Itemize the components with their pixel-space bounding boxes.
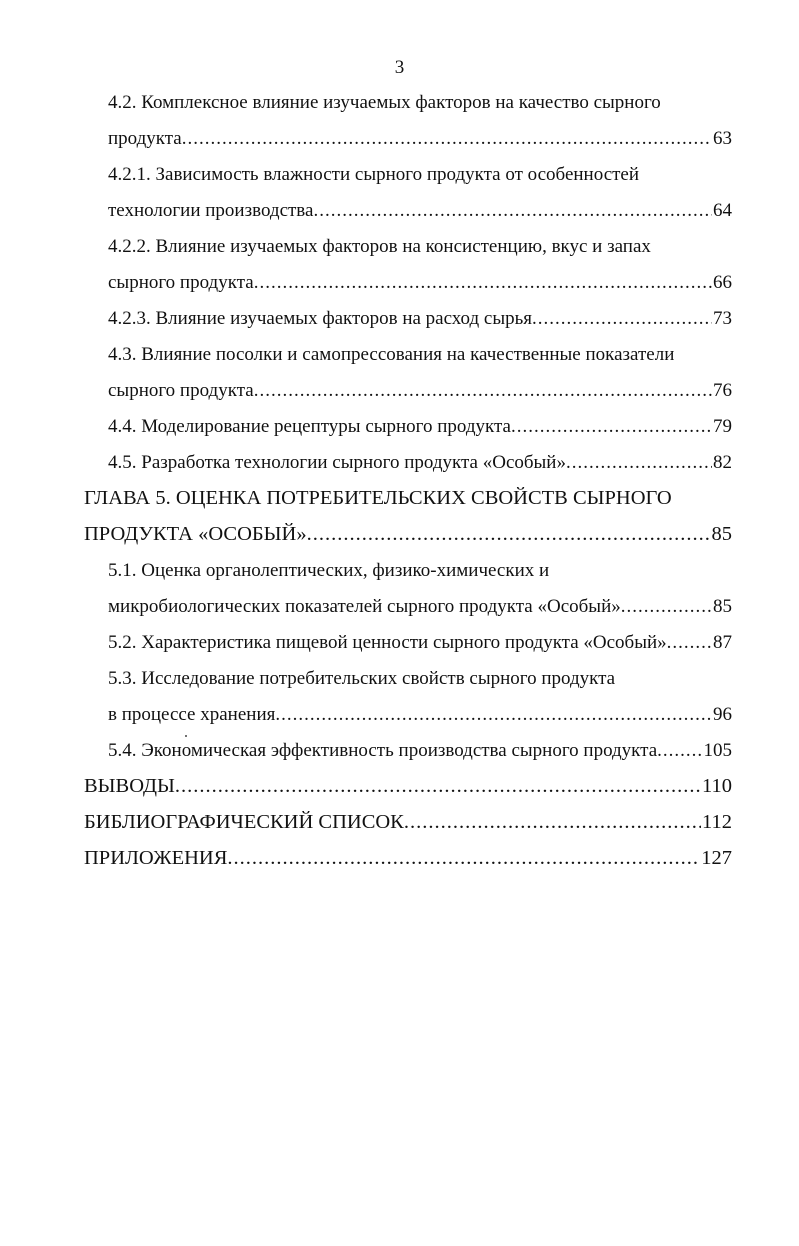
toc-leader-dots — [566, 448, 712, 478]
toc-leader-dots — [227, 843, 700, 873]
toc-entry-4-3[interactable] — [108, 376, 732, 406]
toc-entry-text: 4.4. Моделирование рецептуры сырного продукта — [108, 416, 511, 437]
toc-page-ref: 87 — [713, 632, 732, 653]
toc-leader-dots — [621, 592, 712, 622]
toc-page-ref: 110 — [702, 775, 732, 797]
toc-entry-text: сырного продукта — [108, 272, 254, 293]
toc-leader-dots — [667, 628, 712, 658]
toc-entry-5-1-line-1: 5.1. Оценка органолептических, физико-химических и — [108, 560, 550, 581]
toc-entry-4-2-3[interactable] — [108, 304, 732, 334]
toc-page-ref: 63 — [713, 128, 732, 149]
toc-page-ref: 127 — [701, 847, 732, 869]
toc-entry-text: сырного продукта — [108, 380, 254, 401]
toc-page-ref: 96 — [713, 704, 732, 725]
toc-entry-5-4[interactable] — [108, 736, 732, 766]
toc-entry-text: в процессе хранения — [108, 704, 276, 725]
toc-leader-dots — [275, 700, 712, 730]
toc-leader-dots — [182, 124, 712, 154]
toc-page-ref: 85 — [711, 523, 732, 545]
toc-conclusions[interactable] — [84, 771, 732, 801]
toc-page-ref: 73 — [713, 308, 732, 329]
toc-entry-5-1[interactable] — [108, 592, 732, 622]
toc-entry-text: 4.5. Разработка технологии сырного продукта «Особый» — [108, 452, 566, 473]
toc-entry-5-3-line-1: 5.3. Исследование потребительских свойств сырного продукта — [108, 668, 616, 689]
toc-leader-dots — [532, 304, 712, 334]
toc-page-ref: 112 — [702, 811, 732, 833]
toc-leader-dots — [657, 736, 702, 766]
toc-entry-text: ВЫВОДЫ — [84, 775, 175, 797]
toc-page-ref: 82 — [713, 452, 732, 473]
page-number: 3 — [394, 57, 405, 78]
toc-entry-text: ПРОДУКТА «ОСОБЫЙ» — [84, 523, 307, 545]
toc-leader-dots — [254, 376, 712, 406]
toc-leader-dots — [175, 771, 701, 801]
toc-entry-text: продукта — [108, 128, 182, 149]
toc-entry-text: 5.2. Характеристика пищевой ценности сырного продукта «Особый» — [108, 632, 667, 653]
toc-entry-4-2[interactable] — [108, 124, 732, 154]
toc-appendices[interactable] — [84, 843, 732, 873]
toc-page-ref: 79 — [713, 416, 732, 437]
toc-entry-text: БИБЛИОГРАФИЧЕСКИЙ СПИСОК — [84, 811, 404, 833]
toc-bibliography[interactable] — [84, 807, 732, 837]
toc-leader-dots — [254, 268, 712, 298]
toc-leader-dots — [511, 412, 712, 442]
toc-entry-4-5[interactable] — [108, 448, 732, 478]
toc-entry-4-2-1[interactable] — [108, 196, 732, 226]
toc-entry-text: микробиологических показателей сырного продукта «Особый» — [108, 596, 621, 617]
toc-chapter-5[interactable] — [84, 519, 732, 549]
toc-page-ref: 85 — [713, 596, 732, 617]
toc-page-ref: 64 — [713, 200, 732, 221]
toc-chapter-5-line-1: ГЛАВА 5. ОЦЕНКА ПОТРЕБИТЕЛЬСКИХ СВОЙСТВ СЫРНОГО — [84, 487, 672, 509]
toc-page-ref: 66 — [713, 272, 732, 293]
toc-entry-text: 5.4. Экономическая эффективность производства сырного продукта — [108, 740, 658, 761]
toc-page-ref: 76 — [713, 380, 732, 401]
toc-entry-4-2-2[interactable] — [108, 268, 732, 298]
toc-page-ref: 105 — [703, 740, 732, 761]
toc-entry-text: технологии производства — [108, 200, 314, 221]
toc-entry-4-2-2-line-1: 4.2.2. Влияние изучаемых факторов на консистенцию, вкус и запах — [108, 236, 651, 257]
toc-leader-dots — [404, 807, 701, 837]
toc-entry-5-3[interactable] — [108, 700, 732, 730]
toc-entry-text: ПРИЛОЖЕНИЯ — [84, 847, 228, 869]
toc-leader-dots — [313, 196, 712, 226]
toc-entry-5-2[interactable] — [108, 628, 732, 658]
toc-entry-text: 4.2.3. Влияние изучаемых факторов на расход сырья — [108, 308, 533, 329]
toc-entry-4-2-line-1: 4.2. Комплексное влияние изучаемых факторов на качество сырного — [108, 92, 661, 113]
toc-leader-dots — [307, 519, 711, 549]
toc-entry-4-4[interactable] — [108, 412, 732, 442]
toc-entry-4-2-1-line-1: 4.2.1. Зависимость влажности сырного продукта от особенностей — [108, 164, 640, 185]
toc-entry-4-3-line-1: 4.3. Влияние посолки и самопрессования на качественные показатели — [108, 344, 675, 365]
